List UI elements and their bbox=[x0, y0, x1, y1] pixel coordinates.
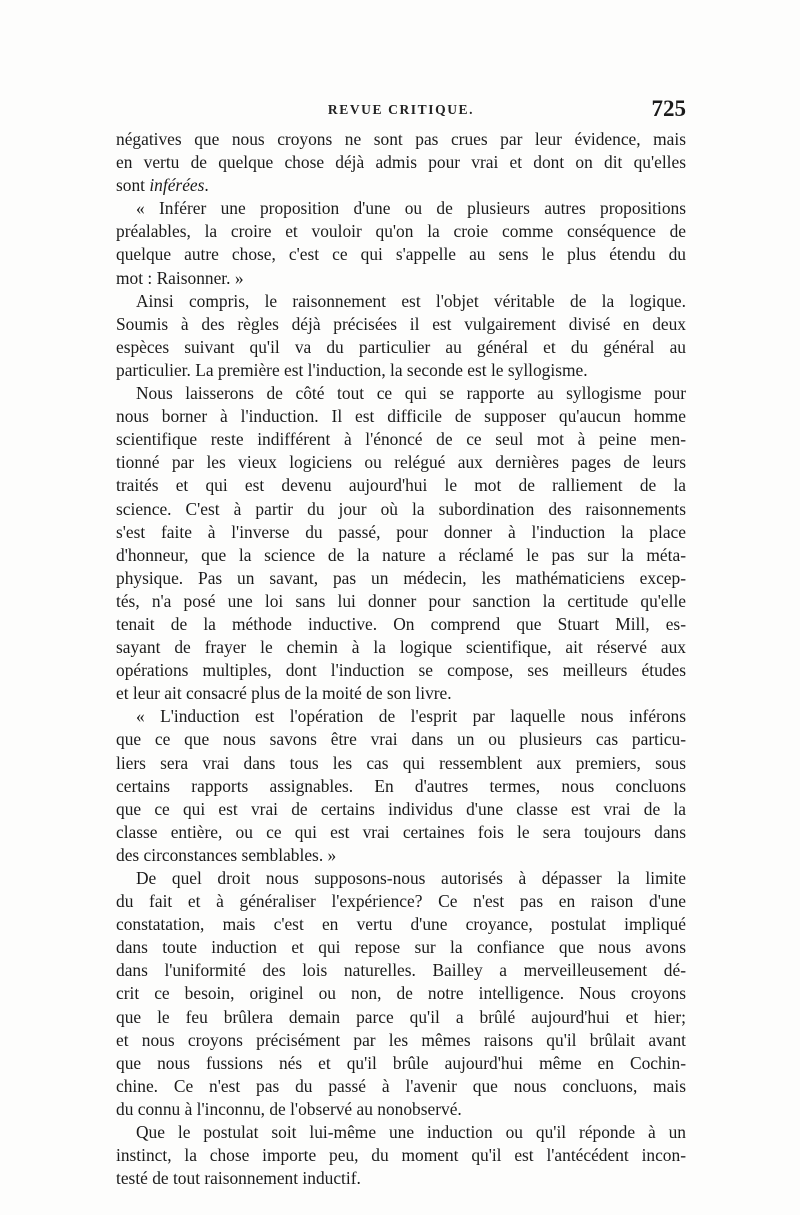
text-line: que le feu brûlera demain parce qu'il a brûlé aujourd'hui et hier; bbox=[116, 1006, 686, 1027]
text-line: Ainsi compris, le raisonnement est l'objet véritable de la logique. bbox=[136, 290, 686, 311]
text-line: Que le postulat soit lui-même une induction ou qu'il réponde à un bbox=[136, 1122, 686, 1143]
running-title: REVUE CRITIQUE. bbox=[327, 102, 475, 117]
text-line: du fait et à généraliser l'expérience? Ce n'est pas en raison d'une bbox=[116, 891, 686, 912]
text-line: espèces suivant qu'il va du particulier au général et du général au bbox=[116, 336, 686, 357]
text-line: négatives que nous croyons ne sont pas crues par leur évidence, mais bbox=[116, 129, 686, 149]
text-line: dans toute induction et qui repose sur la confiance que nous avons bbox=[116, 937, 686, 958]
text-line: mot : Raisonner. » bbox=[116, 267, 244, 288]
text-line: science. C'est à partir du jour où la subordination des raisonnements bbox=[116, 498, 686, 519]
text-line: tenait de la méthode inductive. On comprend que Stuart Mill, es- bbox=[116, 613, 686, 634]
text-line: constatation, mais c'est en vertu d'une croyance, postulat impliqué bbox=[116, 914, 686, 935]
text-line: en vertu de quelque chose déjà admis pour vrai et dont on dit qu'elles bbox=[116, 152, 686, 173]
text-line: quelque autre chose, c'est ce qui s'appelle au sens le plus étendu du bbox=[116, 244, 686, 265]
text-line: que ce qui est vrai de certains individus d'une classe est vrai de la bbox=[116, 798, 686, 819]
text-line: que ce que nous savons être vrai dans un ou plusieurs cas particu- bbox=[116, 729, 686, 750]
text-line: sayant de frayer le chemin à la logique scientifique, ait réservé aux bbox=[116, 637, 686, 658]
text-line: nous borner à l'induction. Il est difficile de supposer qu'aucun homme bbox=[116, 406, 686, 427]
text-line: s'est faite à l'inverse du passé, pour donner à l'induction la place bbox=[116, 521, 686, 542]
body-text bbox=[116, 128, 686, 1190]
text-line: « Inférer une proposition d'une ou de plusieurs autres propositions bbox=[136, 198, 686, 219]
text-line: chine. Ce n'est pas du passé à l'avenir que nous concluons, mais bbox=[116, 1075, 686, 1096]
text-line: instinct, la chose importe peu, du moment qu'il est l'antécédent incon- bbox=[116, 1145, 686, 1166]
text-line: d'honneur, que la science de la nature a réclamé le pas sur la méta- bbox=[116, 544, 686, 565]
text-line: tés, n'a posé une loi sans lui donner pour sanction la certitude qu'elle bbox=[116, 590, 686, 611]
text-line: opérations multiples, dont l'induction se compose, ses meilleurs études bbox=[116, 660, 686, 681]
text-line: préalables, la croire et vouloir qu'on la croie comme conséquence de bbox=[116, 221, 686, 242]
text-line: Soumis à des règles déjà précisées il est vulgairement divisé en deux bbox=[116, 313, 686, 334]
text-line: classe entière, ou ce qui est vrai certaines fois le sera toujours dans bbox=[116, 821, 686, 842]
text-line: crit ce besoin, originel ou non, de notre intelligence. Nous croyons bbox=[116, 983, 686, 1004]
text-line: traités et qui est devenu aujourd'hui le mot de ralliement de la bbox=[116, 475, 686, 496]
text-line: des circonstances semblables. » bbox=[116, 844, 337, 865]
text-line: liers sera vrai dans tous les cas qui ressemblent aux premiers, sous bbox=[116, 752, 686, 773]
page-number: 725 bbox=[651, 96, 686, 121]
running-head bbox=[116, 96, 686, 126]
text-line: et nous croyons précisément par les mêmes raisons qu'il brûlait avant bbox=[116, 1029, 686, 1050]
text-line: certains rapports assignables. En d'autres termes, nous concluons bbox=[116, 775, 686, 796]
text-line: sont inférées. bbox=[116, 175, 209, 196]
text-line: particulier. La première est l'induction, la seconde est le syllogisme. bbox=[116, 359, 588, 380]
text-line: testé de tout raisonnement inductif. bbox=[116, 1168, 361, 1189]
text-line: « L'induction est l'opération de l'esprit par laquelle nous inférons bbox=[136, 706, 686, 727]
text-line: scientifique reste indifférent à l'énoncé de ce seul mot à peine men- bbox=[116, 429, 686, 450]
text-line: Nous laisserons de côté tout ce qui se rapporte au syllogisme pour bbox=[136, 383, 686, 404]
text-line: physique. Pas un savant, pas un médecin, les mathématiciens excep- bbox=[116, 567, 686, 588]
text-line: que nous fussions nés et qu'il brûle aujourd'hui même en Cochin- bbox=[116, 1052, 686, 1073]
text-line: et leur ait consacré plus de la moité de son livre. bbox=[116, 683, 452, 704]
italic-word: inférées bbox=[149, 175, 205, 196]
text-line: dans l'uniformité des lois naturelles. Bailley a merveilleusement dé- bbox=[116, 960, 686, 981]
text-line: du connu à l'inconnu, de l'observé au nonobservé. bbox=[116, 1098, 462, 1119]
text-line: De quel droit nous supposons-nous autorisés à dépasser la limite bbox=[136, 868, 686, 888]
text-line: tionné par les vieux logiciens ou relégué aux dernières pages de leurs bbox=[116, 452, 686, 473]
